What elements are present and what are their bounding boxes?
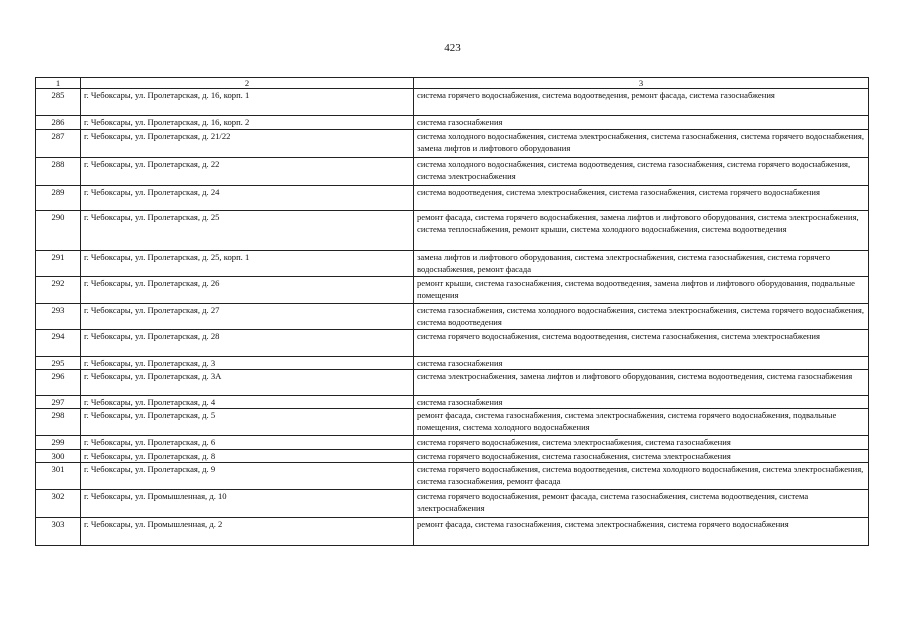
row-number: 299 <box>36 436 81 450</box>
row-works: система холодного водоснабжения, система водоотведения, система газоснабжения, система горячего водоснабжения, система электроснабжения <box>414 158 869 186</box>
row-address: г. Чебоксары, ул. Пролетарская, д. 5 <box>81 409 414 436</box>
table-row <box>36 277 869 304</box>
table-row <box>36 436 869 450</box>
row-number: 290 <box>36 211 81 251</box>
page-number: 423 <box>444 42 461 54</box>
row-works: система горячего водоснабжения, система водоотведения, система холодного водоснабжения, система электроснабжения, система газоснабжения, ремонт фасада <box>414 463 869 490</box>
row-works: ремонт фасада, система газоснабжения, система электроснабжения, система горячего водоснабжения, подвальные помещения, система холодного водоснабжения <box>414 409 869 436</box>
row-works: система электроснабжения, замена лифтов и лифтового оборудования, система водоотведения, система газоснабжения <box>414 370 869 396</box>
row-address: г. Чебоксары, ул. Пролетарская, д. 6 <box>81 436 414 450</box>
row-number: 300 <box>36 450 81 463</box>
row-address: г. Чебоксары, ул. Пролетарская, д. 3 <box>81 357 414 370</box>
row-address: г. Чебоксары, ул. Пролетарская, д. 16, корп. 2 <box>81 116 414 130</box>
row-number: 289 <box>36 186 81 211</box>
row-address: г. Чебоксары, ул. Пролетарская, д. 3А <box>81 370 414 396</box>
row-works: система горячего водоснабжения, ремонт фасада, система газоснабжения, система водоотведения, система электроснабжения <box>414 490 869 518</box>
row-works: система газоснабжения <box>414 357 869 370</box>
row-address: г. Чебоксары, ул. Пролетарская, д. 4 <box>81 396 414 409</box>
table-row <box>36 186 869 211</box>
row-number: 293 <box>36 304 81 330</box>
table-row <box>36 304 869 330</box>
column-header-number: 1 <box>36 78 81 89</box>
table-row <box>36 409 869 436</box>
row-address: г. Чебоксары, ул. Пролетарская, д. 16, корп. 1 <box>81 89 414 116</box>
row-works: система горячего водоснабжения, система газоснабжения, система электроснабжения <box>414 450 869 463</box>
row-works: система газоснабжения <box>414 396 869 409</box>
row-address: г. Чебоксары, ул. Промышленная, д. 10 <box>81 490 414 518</box>
row-works: ремонт крыши, система газоснабжения, система водоотведения, замена лифтов и лифтового оборудования, подвальные помещения <box>414 277 869 304</box>
column-header-works: 3 <box>414 78 869 89</box>
row-works: система горячего водоснабжения, система водоотведения, ремонт фасада, система газоснабжения <box>414 89 869 116</box>
row-works: система газоснабжения <box>414 116 869 130</box>
table-row <box>36 251 869 277</box>
row-address: г. Чебоксары, ул. Пролетарская, д. 24 <box>81 186 414 211</box>
row-number: 297 <box>36 396 81 409</box>
works-table <box>35 77 869 546</box>
row-works: система горячего водоснабжения, система электроснабжения, система газоснабжения <box>414 436 869 450</box>
row-address: г. Чебоксары, ул. Пролетарская, д. 25, корп. 1 <box>81 251 414 277</box>
table-row <box>36 463 869 490</box>
row-number: 296 <box>36 370 81 396</box>
table-row <box>36 518 869 546</box>
row-address: г. Чебоксары, ул. Пролетарская, д. 26 <box>81 277 414 304</box>
row-number: 303 <box>36 518 81 546</box>
table-row <box>36 370 869 396</box>
table-row <box>36 396 869 409</box>
table-row <box>36 130 869 158</box>
header-row <box>36 78 869 89</box>
column-header-address: 2 <box>81 78 414 89</box>
row-works: система газоснабжения, система холодного водоснабжения, система электроснабжения, система горячего водоснабжения, система водоотведения <box>414 304 869 330</box>
row-address: г. Чебоксары, ул. Пролетарская, д. 8 <box>81 450 414 463</box>
row-works: система холодного водоснабжения, система электроснабжения, система газоснабжения, система горячего водоснабжения, замена лифтов и лифтового оборудования <box>414 130 869 158</box>
row-address: г. Чебоксары, ул. Пролетарская, д. 27 <box>81 304 414 330</box>
row-number: 294 <box>36 330 81 357</box>
table-row <box>36 330 869 357</box>
row-number: 295 <box>36 357 81 370</box>
row-number: 288 <box>36 158 81 186</box>
row-works: ремонт фасада, система горячего водоснабжения, замена лифтов и лифтового оборудования, система электроснабжения, система теплоснабжения, ремонт крыши, система холодного водоснабжения, система водоотведения <box>414 211 869 251</box>
table-row <box>36 116 869 130</box>
row-address: г. Чебоксары, ул. Промышленная, д. 2 <box>81 518 414 546</box>
row-works: система горячего водоснабжения, система водоотведения, система газоснабжения, система электроснабжения <box>414 330 869 357</box>
row-address: г. Чебоксары, ул. Пролетарская, д. 25 <box>81 211 414 251</box>
row-address: г. Чебоксары, ул. Пролетарская, д. 22 <box>81 158 414 186</box>
table-row <box>36 357 869 370</box>
row-address: г. Чебоксары, ул. Пролетарская, д. 21/22 <box>81 130 414 158</box>
table-row <box>36 158 869 186</box>
row-works: ремонт фасада, система газоснабжения, система электроснабжения, система горячего водоснабжения <box>414 518 869 546</box>
row-number: 298 <box>36 409 81 436</box>
row-address: г. Чебоксары, ул. Пролетарская, д. 28 <box>81 330 414 357</box>
row-works: система водоотведения, система электроснабжения, система газоснабжения, система горячего водоснабжения <box>414 186 869 211</box>
table-row <box>36 450 869 463</box>
row-number: 301 <box>36 463 81 490</box>
row-address: г. Чебоксары, ул. Пролетарская, д. 9 <box>81 463 414 490</box>
row-number: 292 <box>36 277 81 304</box>
row-number: 287 <box>36 130 81 158</box>
row-number: 285 <box>36 89 81 116</box>
row-number: 302 <box>36 490 81 518</box>
row-works: замена лифтов и лифтового оборудования, система электроснабжения, система газоснабжения, система горячего водоснабжения, ремонт фасада <box>414 251 869 277</box>
row-number: 286 <box>36 116 81 130</box>
table-row <box>36 89 869 116</box>
row-number: 291 <box>36 251 81 277</box>
table-row <box>36 490 869 518</box>
table-row <box>36 211 869 251</box>
